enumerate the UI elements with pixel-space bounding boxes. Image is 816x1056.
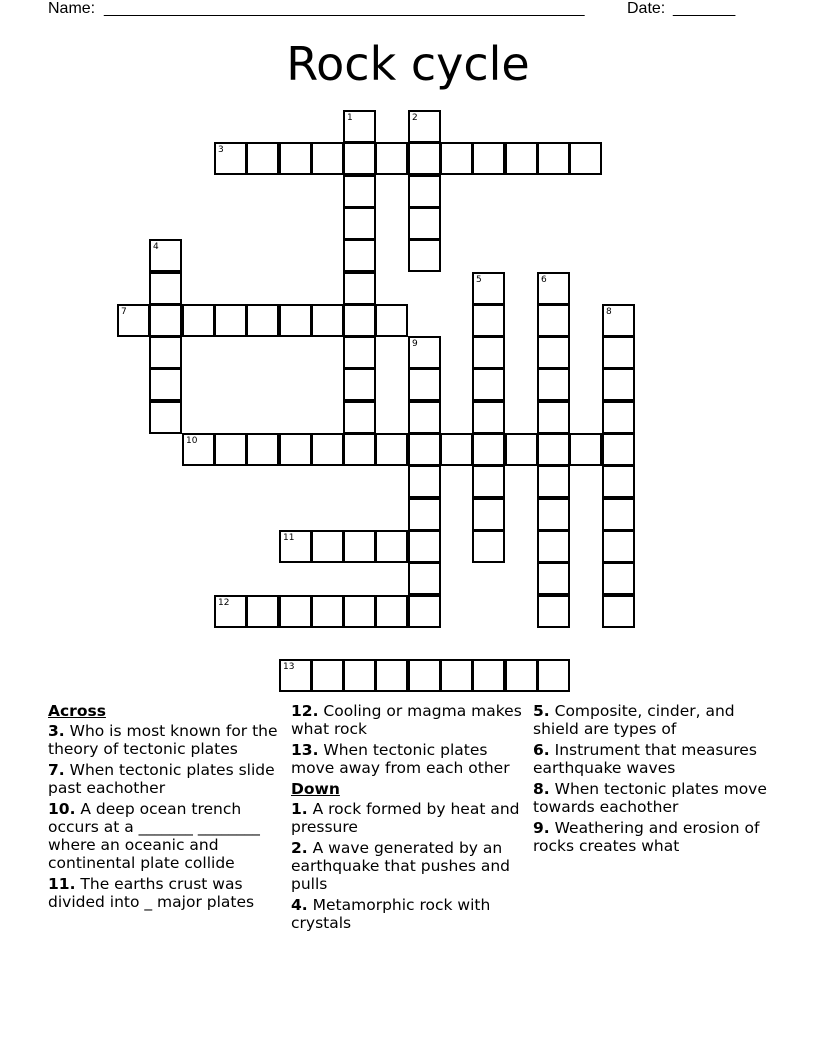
grid-cell[interactable] — [214, 433, 247, 466]
grid-cell[interactable] — [537, 659, 570, 692]
clue-text: Weathering and erosion of rocks creates what — [533, 819, 760, 855]
clue-number: 2. — [291, 839, 308, 857]
grid-cell[interactable] — [311, 433, 344, 466]
cell-number: 5 — [476, 275, 482, 285]
grid-cell[interactable] — [537, 562, 570, 595]
grid-cell[interactable] — [311, 530, 344, 563]
grid-cell[interactable] — [149, 239, 182, 272]
clue-column-1 — [48, 702, 283, 914]
grid-cell[interactable] — [408, 595, 441, 628]
grid-cell[interactable] — [375, 595, 408, 628]
grid-cell[interactable] — [602, 368, 635, 401]
grid-cell[interactable] — [149, 336, 182, 369]
grid-cell[interactable] — [602, 401, 635, 434]
grid-cell[interactable] — [472, 498, 505, 531]
grid-cell[interactable] — [602, 336, 635, 369]
grid-cell[interactable] — [472, 530, 505, 563]
clue-down-6 — [533, 741, 773, 777]
grid-cell[interactable] — [246, 142, 279, 175]
grid-cell[interactable] — [311, 142, 344, 175]
grid-cell[interactable] — [472, 368, 505, 401]
grid-cell[interactable] — [343, 175, 376, 208]
grid-cell[interactable] — [537, 465, 570, 498]
grid-cell[interactable] — [343, 659, 376, 692]
grid-cell[interactable] — [343, 595, 376, 628]
clue-number: 8. — [533, 780, 550, 798]
grid-cell[interactable] — [343, 239, 376, 272]
grid-cell[interactable] — [472, 465, 505, 498]
grid-cell[interactable] — [472, 304, 505, 337]
grid-cell[interactable] — [214, 595, 247, 628]
grid-cell[interactable] — [279, 304, 312, 337]
cell-number: 9 — [412, 339, 418, 349]
grid-cell[interactable] — [537, 336, 570, 369]
grid-cell[interactable] — [311, 595, 344, 628]
grid-cell[interactable] — [408, 401, 441, 434]
clue-text: When tectonic plates move towards eachother — [533, 780, 767, 816]
down-heading: Down — [291, 780, 340, 798]
grid-cell[interactable] — [602, 498, 635, 531]
clue-across-11 — [48, 875, 283, 911]
grid-cell[interactable] — [408, 142, 441, 175]
clue-text: Metamorphic rock with crystals — [291, 896, 491, 932]
cell-number: 1 — [347, 113, 353, 123]
cell-number: 6 — [541, 275, 547, 285]
cell-number: 4 — [153, 242, 159, 252]
grid-cell[interactable] — [537, 401, 570, 434]
grid-cell[interactable] — [311, 304, 344, 337]
grid-cell[interactable] — [182, 433, 215, 466]
clue-number: 11. — [48, 875, 76, 893]
clue-text: A wave generated by an earthquake that pushes and pulls — [291, 839, 511, 893]
grid-cell[interactable] — [343, 304, 376, 337]
grid-cell[interactable] — [408, 659, 441, 692]
grid-cell[interactable] — [408, 433, 441, 466]
grid-cell[interactable] — [408, 465, 441, 498]
name-label: Name: — [48, 0, 96, 17]
clue-text: Cooling or magma makes what rock — [291, 702, 522, 738]
grid-cell[interactable] — [505, 433, 538, 466]
grid-cell[interactable] — [472, 142, 505, 175]
grid-cell[interactable] — [375, 530, 408, 563]
clue-number: 4. — [291, 896, 308, 914]
cell-number: 2 — [412, 113, 418, 123]
cell-number: 7 — [121, 307, 127, 317]
cell-number: 3 — [218, 145, 224, 155]
grid-cell[interactable] — [505, 659, 538, 692]
grid-cell[interactable] — [375, 659, 408, 692]
grid-cell[interactable] — [375, 304, 408, 337]
grid-cell[interactable] — [537, 498, 570, 531]
grid-cell[interactable] — [440, 659, 473, 692]
grid-cell[interactable] — [440, 142, 473, 175]
grid-cell[interactable] — [602, 562, 635, 595]
grid-cell[interactable] — [408, 110, 441, 143]
clue-text: When tectonic plates slide past eachother — [48, 761, 275, 797]
grid-cell[interactable] — [602, 595, 635, 628]
grid-cell[interactable] — [408, 175, 441, 208]
clue-down-8 — [533, 780, 773, 816]
grid-cell[interactable] — [408, 336, 441, 369]
cell-number: 10 — [186, 436, 198, 446]
cell-number: 8 — [606, 307, 612, 317]
clue-across-13 — [291, 741, 526, 777]
grid-cell[interactable] — [537, 142, 570, 175]
clue-number: 5. — [533, 702, 550, 720]
grid-cell[interactable] — [505, 142, 538, 175]
grid-cell[interactable] — [472, 336, 505, 369]
clue-down-1 — [291, 800, 526, 836]
grid-cell[interactable] — [343, 433, 376, 466]
clue-number: 9. — [533, 819, 550, 837]
grid-cell[interactable] — [343, 401, 376, 434]
clue-number: 12. — [291, 702, 319, 720]
clue-across-3 — [48, 722, 283, 758]
page-title: Rock cycle — [286, 37, 530, 91]
grid-cell[interactable] — [214, 304, 247, 337]
grid-cell[interactable] — [440, 433, 473, 466]
grid-cell[interactable] — [311, 659, 344, 692]
clue-across-12 — [291, 702, 526, 738]
grid-cell[interactable] — [602, 465, 635, 498]
grid-cell[interactable] — [149, 401, 182, 434]
clue-number: 6. — [533, 741, 550, 759]
grid-cell[interactable] — [569, 433, 602, 466]
grid-cell[interactable] — [472, 659, 505, 692]
grid-cell[interactable] — [149, 272, 182, 305]
clue-text: A rock formed by heat and pressure — [291, 800, 520, 836]
clue-down-5 — [533, 702, 773, 738]
clue-number: 7. — [48, 761, 65, 779]
date-line[interactable]: _______ — [673, 0, 736, 17]
grid-cell[interactable] — [279, 595, 312, 628]
cell-number: 12 — [218, 598, 230, 608]
clue-down-9 — [533, 819, 773, 855]
grid-cell[interactable] — [537, 272, 570, 305]
grid-cell[interactable] — [537, 595, 570, 628]
grid-cell[interactable] — [472, 401, 505, 434]
grid-cell[interactable] — [537, 530, 570, 563]
grid-cell[interactable] — [472, 433, 505, 466]
date-label: Date: — [627, 0, 666, 17]
grid-cell[interactable] — [472, 272, 505, 305]
grid-cell[interactable] — [246, 433, 279, 466]
grid-cell[interactable] — [149, 304, 182, 337]
clue-across-10 — [48, 800, 283, 872]
grid-cell[interactable] — [117, 304, 150, 337]
clue-column-2 — [291, 702, 526, 935]
clue-text: The earths crust was divided into _ major plates — [48, 875, 255, 911]
grid-cell[interactable] — [246, 304, 279, 337]
clue-text: Instrument that measures earthquake waves — [533, 741, 757, 777]
grid-cell[interactable] — [343, 272, 376, 305]
cell-number: 13 — [283, 662, 295, 672]
grid-cell[interactable] — [279, 142, 312, 175]
grid-cell[interactable] — [408, 530, 441, 563]
grid-cell[interactable] — [149, 368, 182, 401]
grid-cell[interactable] — [602, 304, 635, 337]
clue-number: 13. — [291, 741, 319, 759]
grid-cell[interactable] — [214, 142, 247, 175]
grid-cell[interactable] — [408, 207, 441, 240]
grid-cell[interactable] — [343, 142, 376, 175]
grid-cell[interactable] — [602, 433, 635, 466]
clue-down-2 — [291, 839, 526, 893]
grid-cell[interactable] — [569, 142, 602, 175]
grid-cell[interactable] — [408, 368, 441, 401]
grid-cell[interactable] — [537, 433, 570, 466]
clue-text: Who is most known for the theory of tectonic plates — [48, 722, 278, 758]
grid-cell[interactable] — [408, 498, 441, 531]
grid-cell[interactable] — [343, 336, 376, 369]
cell-number: 11 — [283, 533, 295, 543]
grid-cell[interactable] — [246, 595, 279, 628]
grid-cell[interactable] — [408, 562, 441, 595]
grid-cell[interactable] — [343, 110, 376, 143]
clue-text: Composite, cinder, and shield are types of — [533, 702, 735, 738]
grid-cell[interactable] — [182, 304, 215, 337]
grid-cell[interactable] — [537, 368, 570, 401]
grid-cell[interactable] — [279, 433, 312, 466]
clue-text: A deep ocean trench occurs at a _______ ________ where an oceanic and continental plate collide — [48, 800, 260, 872]
grid-cell[interactable] — [343, 207, 376, 240]
clue-column-3 — [533, 702, 773, 858]
clue-text: When tectonic plates move away from each other — [291, 741, 510, 777]
grid-cell[interactable] — [408, 239, 441, 272]
across-heading: Across — [48, 702, 106, 720]
name-line[interactable]: ______________________________________________________ — [104, 0, 585, 17]
clue-down-4 — [291, 896, 526, 932]
clue-number: 10. — [48, 800, 76, 818]
grid-cell[interactable] — [279, 659, 312, 692]
grid-cell[interactable] — [279, 530, 312, 563]
clue-number: 1. — [291, 800, 308, 818]
grid-cell[interactable] — [602, 530, 635, 563]
clue-across-7 — [48, 761, 283, 797]
grid-cell[interactable] — [375, 142, 408, 175]
grid-cell[interactable] — [375, 433, 408, 466]
grid-cell[interactable] — [537, 304, 570, 337]
grid-cell[interactable] — [343, 368, 376, 401]
grid-cell[interactable] — [343, 530, 376, 563]
clue-number: 3. — [48, 722, 65, 740]
